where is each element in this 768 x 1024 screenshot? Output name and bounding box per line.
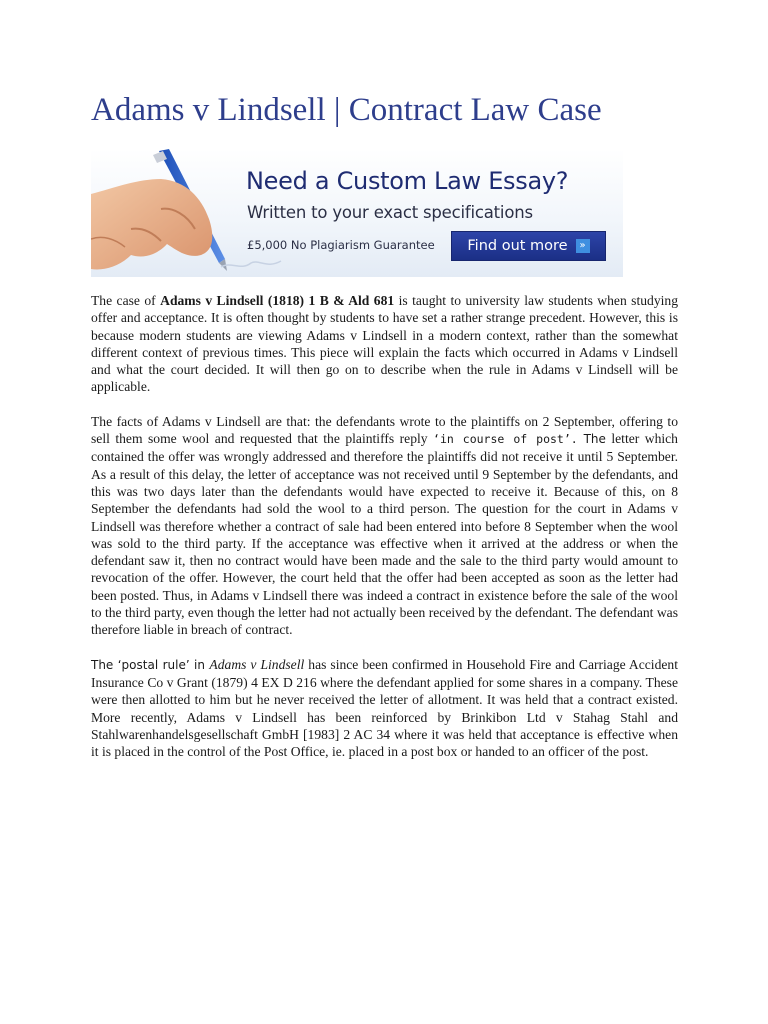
double-chevron-right-icon: » <box>576 239 590 253</box>
law-essay-ad-banner[interactable] <box>91 149 623 277</box>
p2-text-the: The <box>577 432 606 447</box>
postal-rule-phrase: The ‘postal rule’ in <box>91 657 210 672</box>
banner-guarantee: £5,000 No Plagiarism Guarantee <box>247 238 435 252</box>
paragraph-2 <box>91 413 678 639</box>
case-citation: Adams v Lindsell (1818) 1 B & Ald 681 <box>160 293 395 308</box>
p1-text-intro: The case of <box>91 293 161 308</box>
p2-text-rest: letter which contained the offer was wrongly addressed and therefore the plaintiffs did not receive it until 5 September. As a result of this delay, the letter of acceptance was not received until 9 September by the defendants, and this was two days later than the defendants would have expected to receive it. Because of this, on 8 September the defendants had sold the wool to a third person. The question for the court in Adams v Lindsell was therefore whether a contract of sale had been entered into before 8 September when the wool was sold to the third party. If the acceptance was effective when it arrived at the address or when the defendant saw it, then no contract would have been made and the sale to the third party would amount to revocation of the offer. However, the court held that the offer had been accepted as soon as the letter had been posted. Thus, in Adams v Lindsell there was indeed a contract in existence before the sale of the wool to the third party, even though the letter had not actually been received by the defendant. The defendant was therefore liable in breach of contract. <box>91 431 678 638</box>
p3-text-rest: has since been confirmed in Household Fire and Carriage Accident Insurance Co v Grant (1879) 4 EX D 216 where the defendant applied for some shares in a company. These were then allotted to him but he never received the letter of allotment. It was held that a contract existed. More recently, Adams v Lindsell has been reinforced by Brinkibon Ltd v Stahag Stahl and Stahlwarenhandelsgesellschaft GmbH [1983] 2 AC 34 where it was held that acceptance is effective when it is placed in the control of the Post Office, ie. placed in a post box or handed to an officer of the post. <box>91 656 678 760</box>
p1-text-rest: is taught to university law students when studying offer and acceptance. It is often thought by students to have set a rather strange precedent. However, this is because modern students are viewing Adams v Lindsell in a modern context, rather than the somewhat different context of previous times. This piece will explain the facts which occurred in Adams v Lindsell and what the court decided. It will then go on to describe when the rule in Adams v Lindsell will be applicable. <box>91 293 679 395</box>
banner-subheadline: Written to your exact specifications <box>247 203 533 222</box>
paragraph-3 <box>91 656 678 761</box>
banner-headline: Need a Custom Law Essay? <box>246 167 569 195</box>
in-course-of-post-quote: ‘in course of post’. <box>433 432 578 447</box>
page-title: Adams v Lindsell | Contract Law Case <box>91 92 602 128</box>
case-name-italic: Adams v Lindsell <box>209 656 305 672</box>
find-out-more-label: Find out more <box>467 238 568 254</box>
p2-text-intro: The facts of Adams v Lindsell are that: the defendants wrote to the plaintiffs on 2 September, offering to sell them some wool and requested that the plaintiffs reply <box>91 413 678 447</box>
paragraph-1 <box>91 292 678 396</box>
article-body <box>91 292 678 777</box>
find-out-more-button[interactable] <box>451 231 606 261</box>
